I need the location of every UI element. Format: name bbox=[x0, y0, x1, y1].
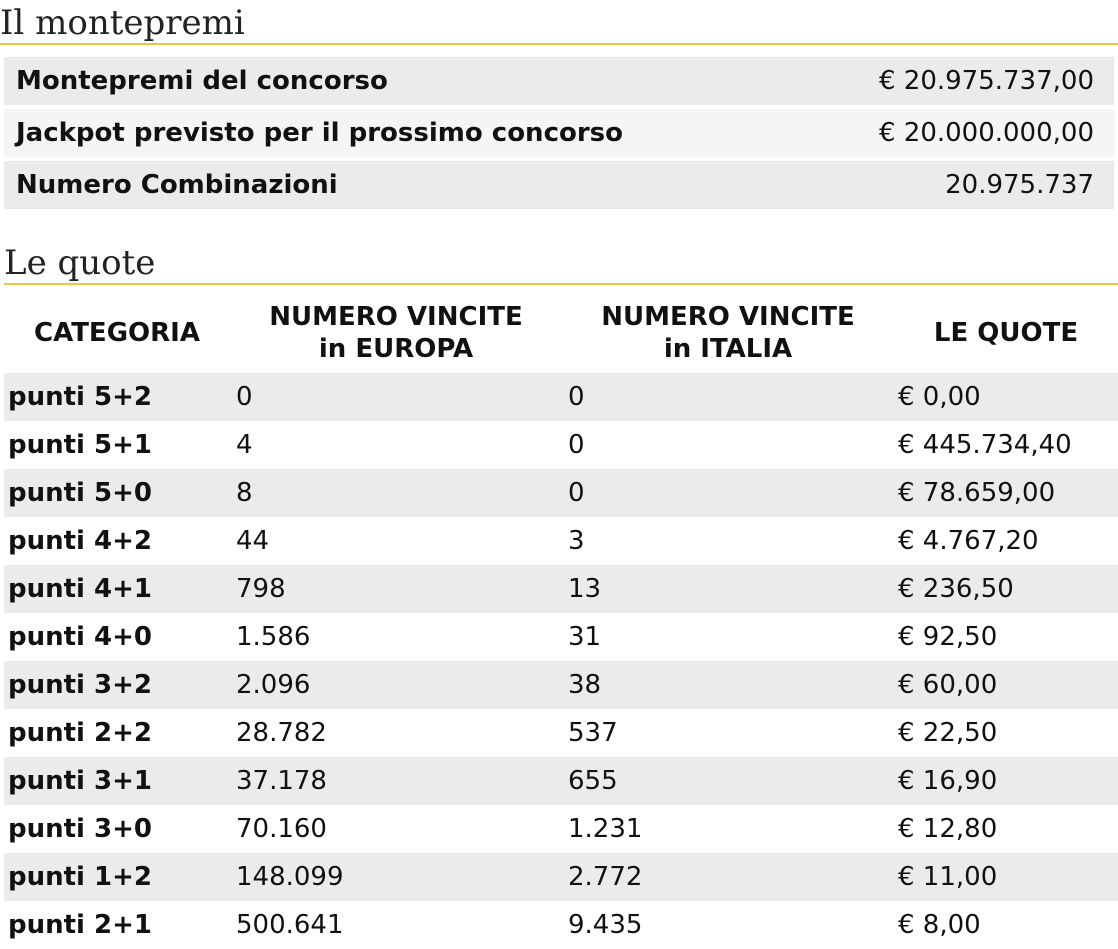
cell-europa: 44 bbox=[230, 517, 562, 565]
cell-quota: € 445.734,40 bbox=[894, 421, 1118, 469]
quote-header-row bbox=[4, 293, 1118, 373]
summary-row bbox=[4, 57, 1114, 105]
header-italia-line1: NUMERO VINCITE bbox=[601, 302, 855, 332]
cell-quota: € 12,80 bbox=[894, 805, 1118, 853]
cell-categoria: punti 1+2 bbox=[4, 853, 230, 901]
cell-categoria: punti 4+0 bbox=[4, 613, 230, 661]
quote-title: Le quote bbox=[4, 243, 1118, 285]
cell-quota: € 11,00 bbox=[894, 853, 1118, 901]
table-row bbox=[4, 373, 1118, 421]
cell-italia: 2.772 bbox=[562, 853, 894, 901]
cell-italia: 537 bbox=[562, 709, 894, 757]
cell-italia: 13 bbox=[562, 565, 894, 613]
cell-quota: € 78.659,00 bbox=[894, 469, 1118, 517]
cell-quota: € 16,90 bbox=[894, 757, 1118, 805]
montepremi-title: Il montepremi bbox=[0, 3, 1118, 45]
cell-italia: 0 bbox=[562, 373, 894, 421]
cell-categoria: punti 4+2 bbox=[4, 517, 230, 565]
cell-quota: € 8,00 bbox=[894, 901, 1118, 949]
cell-italia: 0 bbox=[562, 421, 894, 469]
summary-label: Jackpot previsto per il prossimo concorso bbox=[4, 109, 805, 157]
summary-row bbox=[4, 161, 1114, 209]
cell-europa: 798 bbox=[230, 565, 562, 613]
cell-europa: 37.178 bbox=[230, 757, 562, 805]
montepremi-table bbox=[4, 53, 1114, 213]
cell-categoria: punti 2+1 bbox=[4, 901, 230, 949]
summary-value: 20.975.737 bbox=[805, 161, 1114, 209]
cell-europa: 500.641 bbox=[230, 901, 562, 949]
cell-europa: 2.096 bbox=[230, 661, 562, 709]
summary-value: € 20.975.737,00 bbox=[805, 57, 1114, 105]
header-europa-line2: in EUROPA bbox=[318, 334, 474, 364]
cell-categoria: punti 4+1 bbox=[4, 565, 230, 613]
cell-categoria: punti 3+2 bbox=[4, 661, 230, 709]
table-row bbox=[4, 565, 1118, 613]
cell-categoria: punti 2+2 bbox=[4, 709, 230, 757]
table-row bbox=[4, 901, 1118, 949]
cell-quota: € 236,50 bbox=[894, 565, 1118, 613]
cell-categoria: punti 3+0 bbox=[4, 805, 230, 853]
cell-quota: € 92,50 bbox=[894, 613, 1118, 661]
table-row bbox=[4, 421, 1118, 469]
header-italia-line2: in ITALIA bbox=[663, 334, 793, 364]
cell-quota: € 0,00 bbox=[894, 373, 1118, 421]
header-categoria-label: CATEGORIA bbox=[34, 318, 200, 348]
header-europa bbox=[230, 293, 562, 373]
header-categoria bbox=[4, 293, 230, 373]
cell-europa: 8 bbox=[230, 469, 562, 517]
cell-europa: 28.782 bbox=[230, 709, 562, 757]
cell-europa: 0 bbox=[230, 373, 562, 421]
table-row bbox=[4, 805, 1118, 853]
cell-categoria: punti 5+0 bbox=[4, 469, 230, 517]
cell-italia: 0 bbox=[562, 469, 894, 517]
summary-row bbox=[4, 109, 1114, 157]
table-row bbox=[4, 613, 1118, 661]
cell-categoria: punti 3+1 bbox=[4, 757, 230, 805]
cell-italia: 1.231 bbox=[562, 805, 894, 853]
cell-europa: 70.160 bbox=[230, 805, 562, 853]
cell-quota: € 4.767,20 bbox=[894, 517, 1118, 565]
cell-italia: 655 bbox=[562, 757, 894, 805]
table-row bbox=[4, 709, 1118, 757]
cell-italia: 38 bbox=[562, 661, 894, 709]
table-row bbox=[4, 517, 1118, 565]
cell-europa: 1.586 bbox=[230, 613, 562, 661]
cell-quota: € 22,50 bbox=[894, 709, 1118, 757]
cell-europa: 4 bbox=[230, 421, 562, 469]
header-quote bbox=[894, 293, 1118, 373]
cell-categoria: punti 5+1 bbox=[4, 421, 230, 469]
summary-value: € 20.000.000,00 bbox=[805, 109, 1114, 157]
cell-quota: € 60,00 bbox=[894, 661, 1118, 709]
table-row bbox=[4, 469, 1118, 517]
cell-italia: 3 bbox=[562, 517, 894, 565]
header-italia bbox=[562, 293, 894, 373]
cell-europa: 148.099 bbox=[230, 853, 562, 901]
table-row bbox=[4, 853, 1118, 901]
summary-label: Numero Combinazioni bbox=[4, 161, 805, 209]
summary-label: Montepremi del concorso bbox=[4, 57, 805, 105]
cell-italia: 31 bbox=[562, 613, 894, 661]
table-row bbox=[4, 661, 1118, 709]
cell-categoria: punti 5+2 bbox=[4, 373, 230, 421]
table-row bbox=[4, 757, 1118, 805]
cell-italia: 9.435 bbox=[562, 901, 894, 949]
header-europa-line1: NUMERO VINCITE bbox=[269, 302, 523, 332]
header-quote-label: LE QUOTE bbox=[933, 318, 1079, 348]
quote-table bbox=[4, 293, 1118, 949]
